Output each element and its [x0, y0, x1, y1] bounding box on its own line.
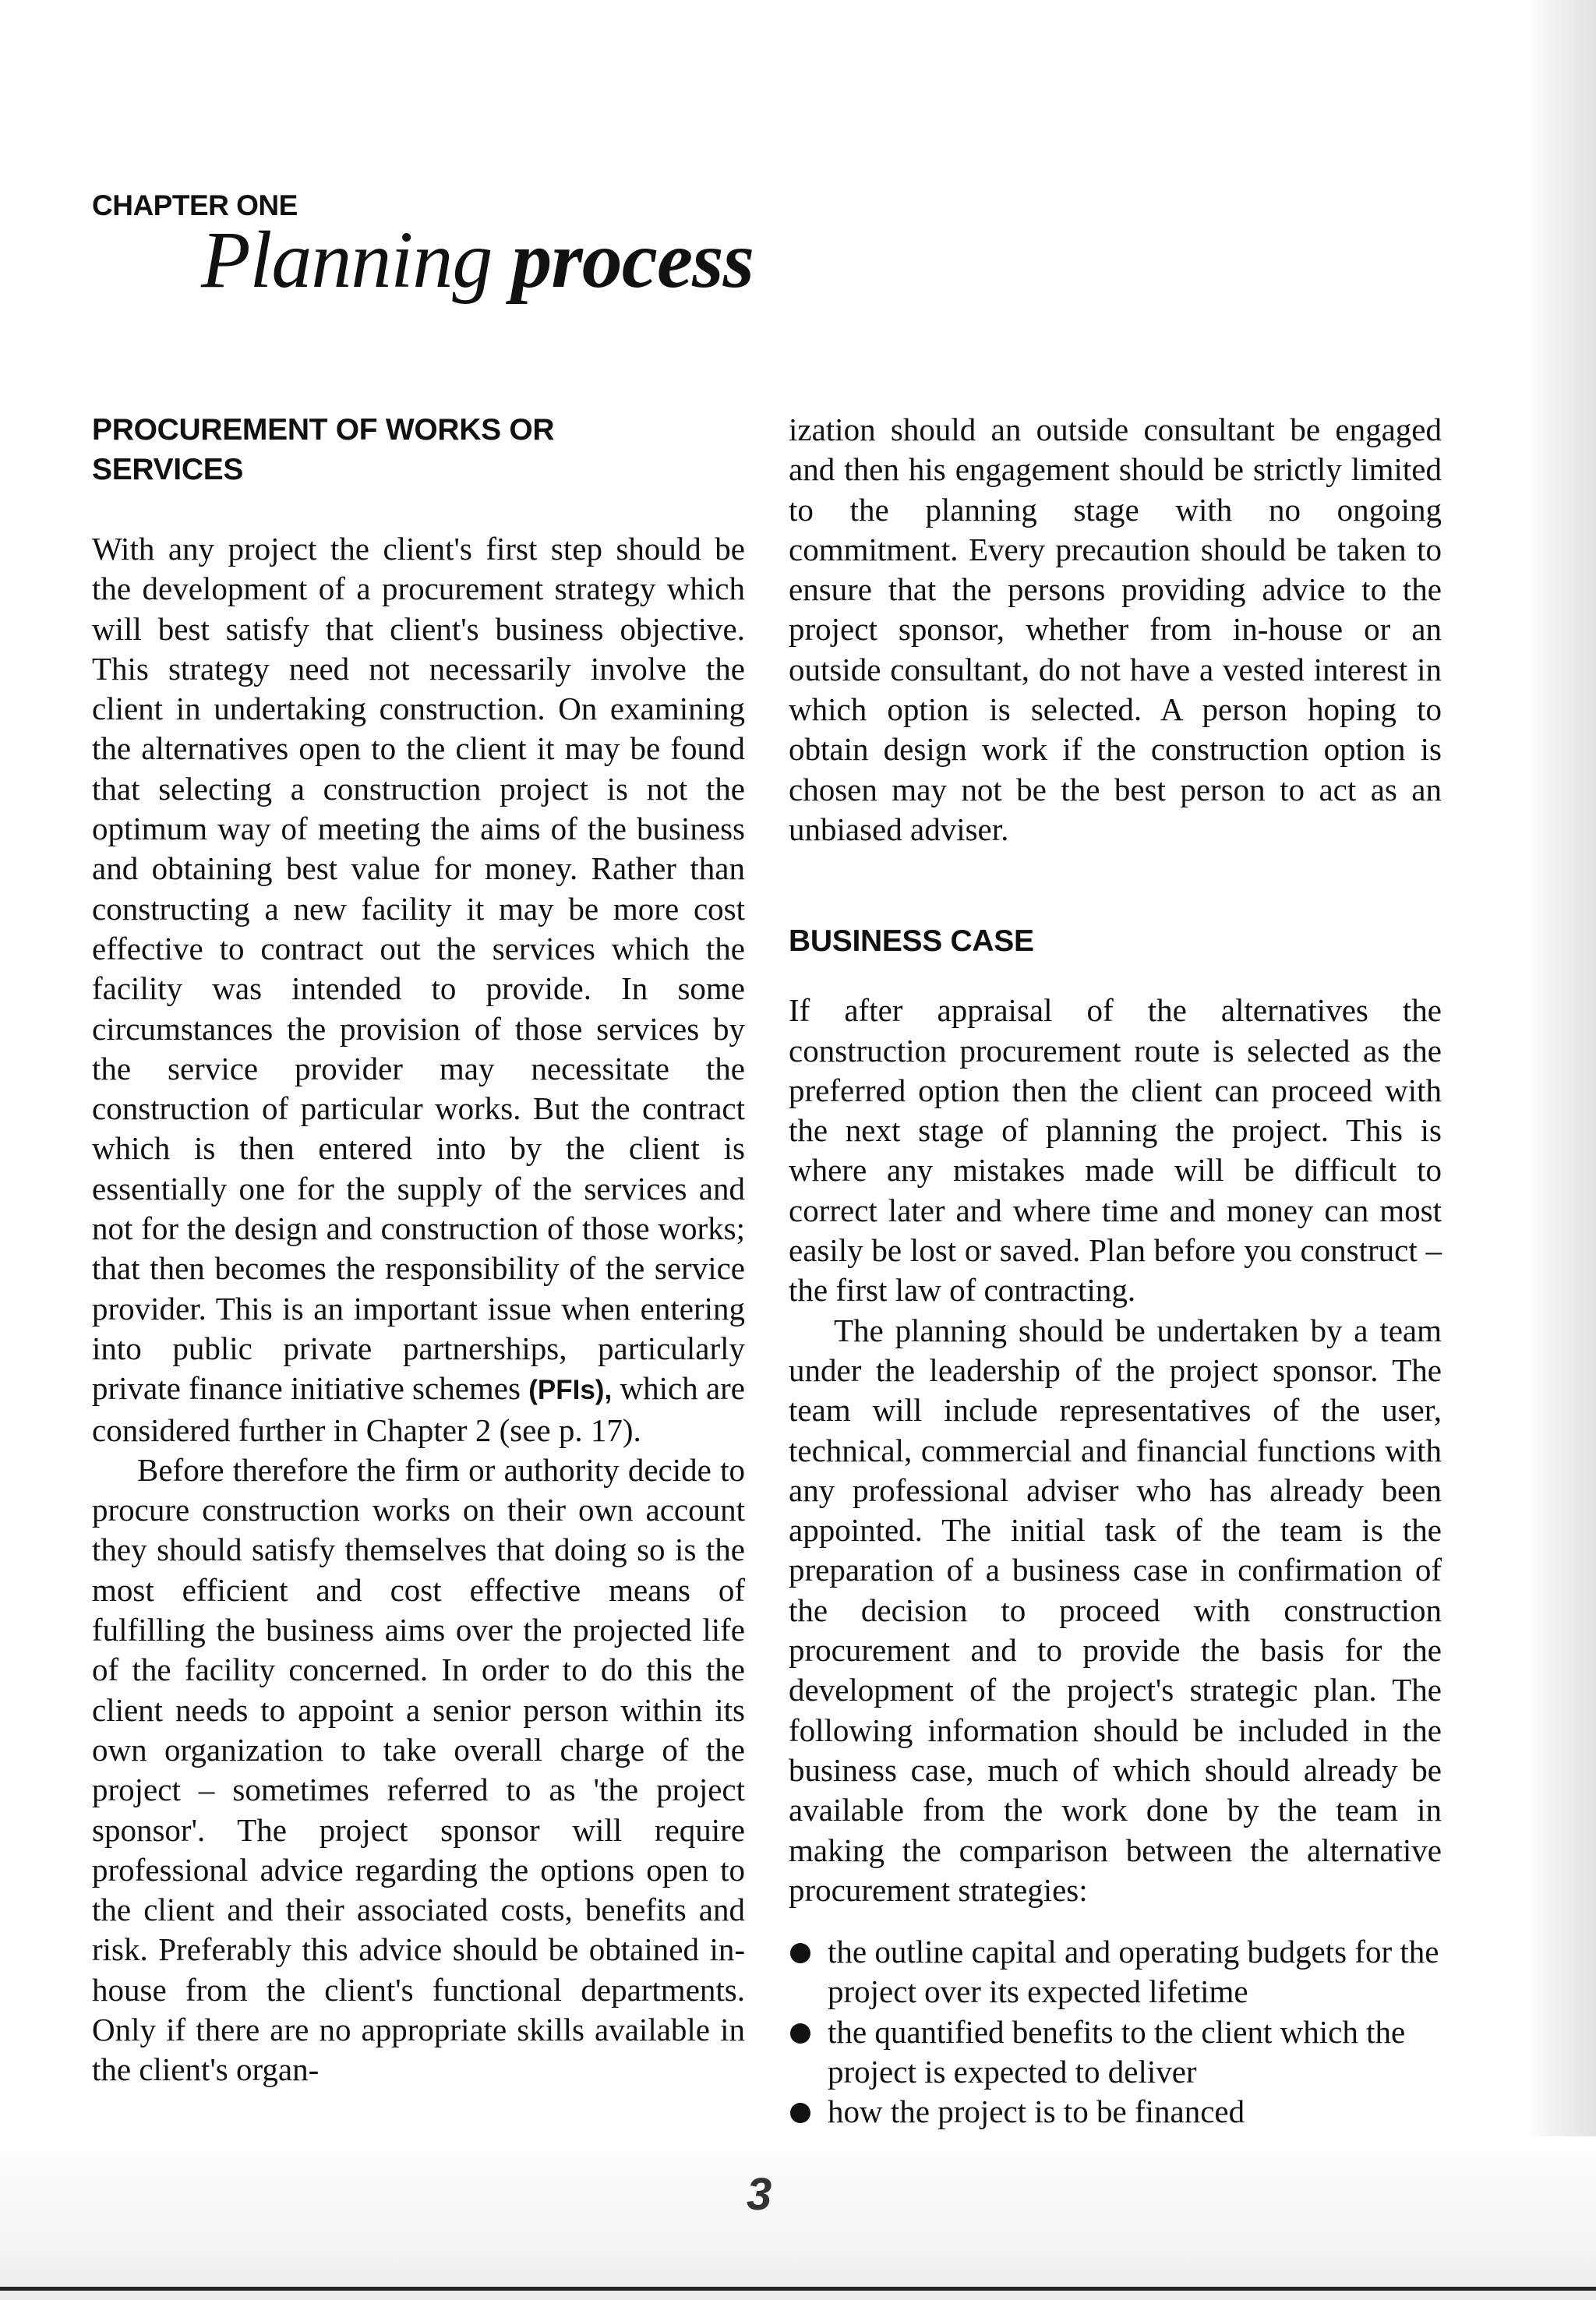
chapter-title-word-1: Planning [201, 215, 493, 305]
bullet-icon [790, 2103, 810, 2123]
page-number: 3 [747, 2169, 772, 2220]
paragraph-procurement-1 [92, 529, 745, 1450]
bullet-icon [790, 1943, 810, 1963]
scan-bottom-shading [0, 2136, 1596, 2300]
pfi-abbreviation: (PFIs), [528, 1375, 613, 1406]
left-column [92, 410, 745, 2090]
list-item-text: how the project is to be financed [828, 2093, 1245, 2130]
list-item [789, 2012, 1442, 2093]
chapter-title [201, 214, 754, 306]
paragraph-procurement-1-end: which are considered further in Chapter 2 (see p. 17). [92, 1370, 745, 1448]
paragraph-business-case-1: If after appraisal of the alternatives the construction procurement route is selected as the preferred option then the client can proceed with the next stage of planning the project. This is where any mistakes made will be difficult to correct later and where time and money can most easily be lost or saved. Plan before you construct – the first law of contracting. [789, 992, 1442, 1309]
right-column [789, 410, 1442, 2132]
list-item [789, 2092, 1442, 2132]
chapter-label: CHAPTER ONE [92, 189, 298, 221]
list-item-text: the quantified benefits to the client which the project is expected to deliver [828, 2013, 1406, 2090]
paragraph-business-case-2: The planning should be undertaken by a team under the leadership of the project sponsor. The team will include representatives of the user, technical, commercial and financial functions with any professional adviser who has already been appointed. The initial task of the team is the preparation of a business case in confirmation of the decision to proceed with construction procurement and to provide the basis for the development of the project's strategic plan. The following information should be included in the business case, much of which should already be available from the work done by the team in making the comparison between the alternative procurement strategies: [789, 1312, 1442, 1908]
section-heading-procurement: PROCUREMENT OF WORKS OR SERVICES [92, 413, 555, 486]
list-item [789, 1932, 1442, 2012]
paragraph-procurement-1-text: With any project the client's first step should be the development of a procurement strategy which will best satisfy that client's business objective. This strategy need not necessarily involve the client in undertaking construction. On examining the alternatives open to the client it may be found that selecting a construction project is not the optimum way of meeting the aims of the business and obtaining best value for money. Rather than constructing a new facility it may be more cost effective to contract out the services which the facility was intended to provide. In some circumstances the provision of those services by the service provider may necessitate the construction of particular works. But the contract which is then entered into by the client is essentially one for the supply of the services and not for the design and construction of those works; that then becomes the responsibility of the service provider. This is an important issue when entering into public private partnerships, particularly private finance initiative schemes [92, 531, 745, 1407]
list-item-text: the outline capital and operating budgets for the project over its expected lifetime [828, 1934, 1439, 2010]
chapter-title-word-2: process [511, 215, 754, 305]
scan-bottom-border [0, 2287, 1596, 2291]
section-heading-business-case: BUSINESS CASE [789, 924, 1034, 959]
business-case-list [789, 1932, 1442, 2132]
bullet-icon [790, 2023, 810, 2044]
page-edge-shadow [1526, 0, 1596, 2300]
paragraph-continued: ization should an outside consultant be engaged and then his engagement should be strictly limited to the planning stage with no ongoing commitment. Every precaution should be taken to ensure that the persons providing advice to the project sponsor, whether from in-house or an outside consultant, do not have a vested interest in which option is selected. A person hoping to obtain design work if the construction option is chosen may not be the best person to act as an unbiased adviser. [789, 412, 1442, 847]
paragraph-procurement-2: Before therefore the firm or authority decide to procure construction works on their own account they should satisfy themselves that doing so is the most efficient and cost effective means of fulfilling the business aims over the projected life of the facility concerned. In order to do this the client needs to appoint a senior person within its own organization to take overall charge of the project – sometimes referred to as 'the project sponsor'. The project sponsor will require professional advice regarding the options open to the client and their associated costs, benefits and risk. Preferably this advice should be obtained in-house from the client's functional departments. Only if there are no appropriate skills available in the client's organ- [92, 1451, 745, 2088]
